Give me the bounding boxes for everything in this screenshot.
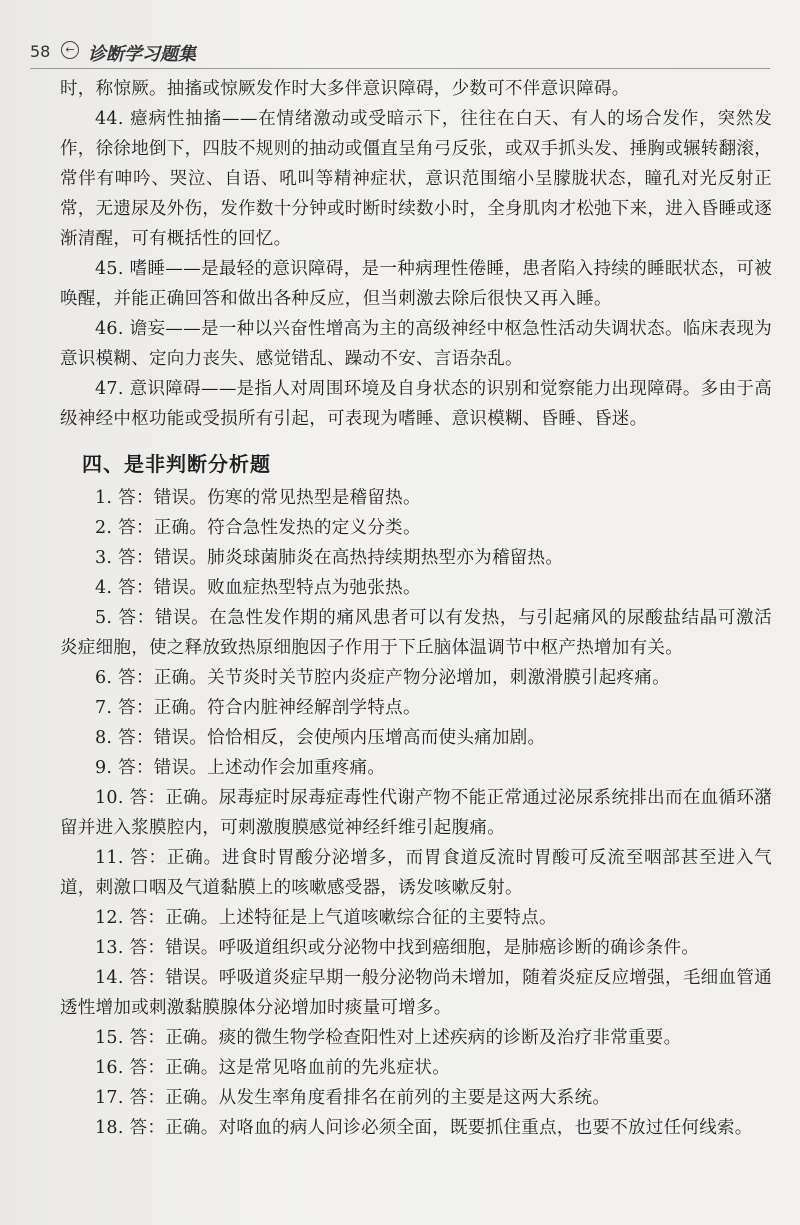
paragraph-continuation: 时，称惊厥。抽搐或惊厥发作时大多伴意识障碍，少数可不伴意识障碍。 (60, 79, 630, 99)
answer-item: 14. 答：错误。呼吸道炎症早期一般分泌物尚未增加，随着炎症反应增强，毛细血管通透性增加或刺激黏膜腺体分泌增加时痰量可增多。 (60, 968, 772, 1018)
paragraph-47: 47. 意识障碍——是指人对周围环境及自身状态的识别和觉察能力出现障碍。多由于高级神经中枢功能或受损所有引起，可表现为嗜睡、意识模糊、昏睡、昏迷。 (60, 379, 772, 429)
left-arrow-circle-icon: ← (61, 41, 79, 59)
answer-item: 9. 答：错误。上述动作会加重疼痛。 (95, 758, 386, 778)
page-number: 58 (30, 42, 51, 61)
answer-item: 5. 答：错误。在急性发作期的痛风患者可以有发热，与引起痛风的尿酸盐结晶可激活炎症细胞，使之释放致热原细胞因子作用于下丘脑体温调节中枢产热增加有关。 (60, 608, 772, 658)
page-content (60, 74, 772, 1143)
answer-item: 6. 答：正确。关节炎时关节腔内炎症产物分泌增加，刺激滑膜引起疼痛。 (95, 668, 670, 688)
answer-item: 4. 答：错误。败血症热型特点为弛张热。 (95, 578, 421, 598)
answer-item: 10. 答：正确。尿毒症时尿毒症毒性代谢产物不能正常通过泌尿系统排出而在血循环潴留并进入浆膜腔内，可刺激腹膜感觉神经纤维引起腹痛。 (60, 788, 772, 838)
answer-item: 3. 答：错误。肺炎球菌肺炎在高热持续期热型亦为稽留热。 (95, 548, 564, 568)
answer-item: 12. 答：正确。上述特征是上气道咳嗽综合征的主要特点。 (95, 908, 557, 928)
paragraph-44: 44. 癔病性抽搐——在情绪激动或受暗示下，往往在白天、有人的场合发作，突然发作，徐徐地倒下，四肢不规则的抽动或僵直呈角弓反张，或双手抓头发、捶胸或辗转翻滚，常伴有呻吟、哭泣、自语、吼叫等精神症状，意识范围缩小呈朦胧状态，瞳孔对光反射正常，无遗尿及外伤，发作数十分钟或时断时续数小时，全身肌肉才松弛下来，进入昏睡或逐渐清醒，可有概括性的回忆。 (60, 109, 772, 249)
paragraph-45: 45. 嗜睡——是最轻的意识障碍，是一种病理性倦睡，患者陷入持续的睡眠状态，可被唤醒，并能正确回答和做出各种反应，但当刺激去除后很快又再入睡。 (60, 259, 772, 309)
answer-item: 8. 答：错误。恰恰相反，会使颅内压增高而使头痛加剧。 (95, 728, 546, 748)
answer-item: 11. 答：正确。进食时胃酸分泌增多，而胃食道反流时胃酸可反流至咽部甚至进入气道，刺激口咽及气道黏膜上的咳嗽感受器，诱发咳嗽反射。 (60, 848, 772, 898)
answer-item: 17. 答：正确。从发生率角度看排名在前列的主要是这两大系统。 (95, 1088, 611, 1108)
header-divider (30, 68, 770, 69)
answer-item: 1. 答：错误。伤寒的常见热型是稽留热。 (95, 488, 421, 508)
answer-item: 15. 答：正确。痰的微生物学检查阳性对上述疾病的诊断及治疗非常重要。 (95, 1028, 682, 1048)
answer-item: 2. 答：正确。符合急性发热的定义分类。 (95, 518, 421, 538)
section-title: 四、是非判断分析题 (82, 452, 271, 476)
answer-item: 13. 答：错误。呼吸道组织或分泌物中找到癌细胞，是肺癌诊断的确诊条件。 (95, 938, 700, 958)
page-header (30, 36, 770, 66)
answer-item: 16. 答：正确。这是常见咯血前的先兆症状。 (95, 1058, 450, 1078)
answer-item: 7. 答：正确。符合内脏神经解剖学特点。 (95, 698, 421, 718)
book-title: 诊断学习题集 (88, 44, 196, 65)
paragraph-46: 46. 谵妄——是一种以兴奋性增高为主的高级神经中枢急性活动失调状态。临床表现为意识模糊、定向力丧失、感觉错乱、躁动不安、言语杂乱。 (60, 319, 772, 369)
answer-item: 18. 答：正确。对咯血的病人问诊必须全面，既要抓住重点，也要不放过任何线索。 (95, 1118, 753, 1138)
